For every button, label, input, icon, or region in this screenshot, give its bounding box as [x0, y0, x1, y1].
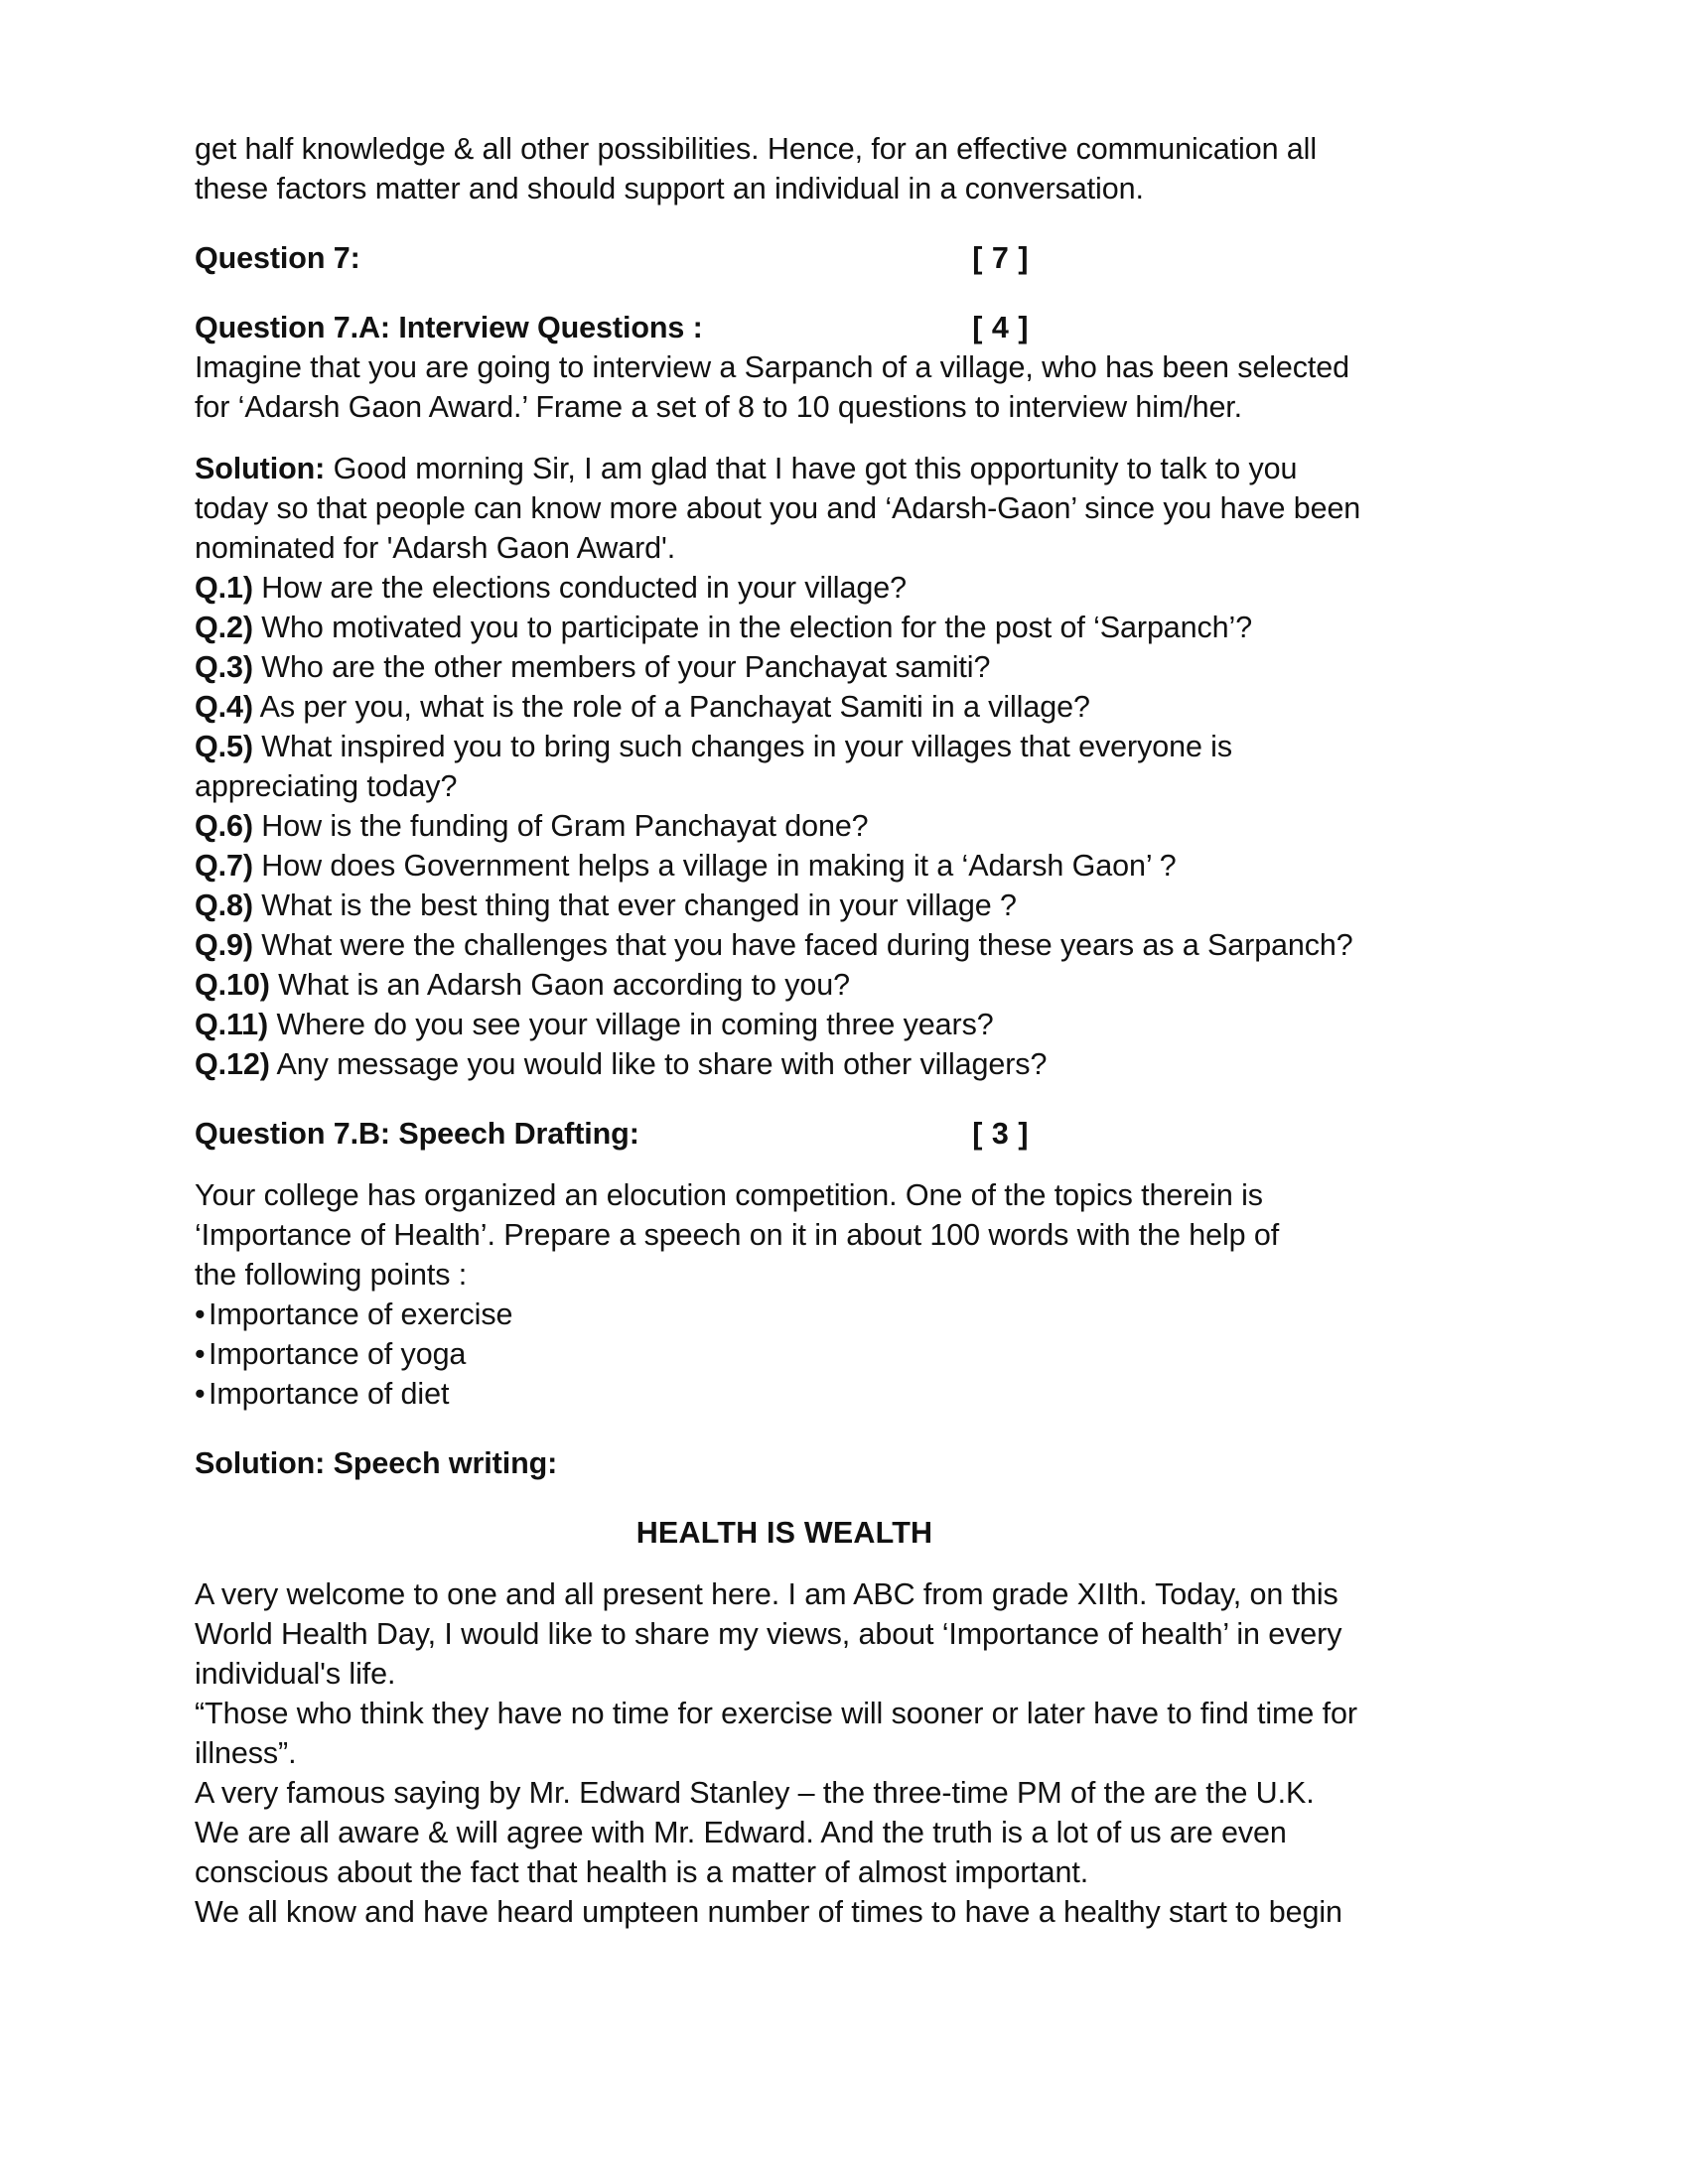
bullet-text: Importance of diet [209, 1377, 450, 1411]
question-7b-prompt-line-1: Your college has organized an elocution competition. One of the topics therein is [195, 1178, 1263, 1212]
spacer [195, 1084, 1493, 1114]
bullet-icon: • [195, 1297, 206, 1331]
speech-line: A very welcome to one and all present here. I am ABC from grade XIIth. Today, on this [195, 1577, 1338, 1611]
interview-question-list [195, 568, 1493, 1084]
speech-body [195, 1574, 1493, 1932]
speech-line: World Health Day, I would like to share my views, about ‘Importance of health’ in every [195, 1617, 1342, 1651]
question-number: Q.8) [195, 888, 253, 922]
intro-line-1: get half knowledge & all other possibilities. Hence, for an effective communication all [195, 132, 1318, 166]
intro-paragraph [195, 129, 1493, 208]
solution-text-1: Good morning Sir, I am glad that I have got this opportunity to talk to you [325, 452, 1298, 485]
question-7b-prompt-line-2: ‘Importance of Health’. Prepare a speech on it in about 100 words with the help of [195, 1218, 1280, 1252]
list-item [195, 727, 1493, 766]
list-item [195, 1295, 1493, 1334]
question-7b-heading: Question 7.B: Speech Drafting: [195, 1117, 639, 1151]
question-text: Who motivated you to participate in the election for the post of ‘Sarpanch’? [252, 611, 1253, 644]
speech-line: “Those who think they have no time for exercise will sooner or later have to find time for [195, 1697, 1357, 1730]
list-item [195, 925, 1493, 965]
question-7a-marks: [ 4 ] [972, 311, 1029, 344]
question-text: How does Government helps a village in making it a ‘Adarsh Gaon’ ? [252, 849, 1177, 883]
list-item [195, 1005, 1493, 1044]
solution-line-3: nominated for 'Adarsh Gaon Award'. [195, 531, 676, 565]
question-text: What is an Adarsh Gaon according to you? [269, 968, 850, 1002]
question-7b-heading-row [195, 1114, 1493, 1154]
question-text: How are the elections conducted in your village? [252, 571, 907, 605]
question-text: What were the challenges that you have faced during these years as a Sarpanch? [252, 928, 1353, 962]
question-number: Q.9) [195, 928, 253, 962]
spacer [195, 1483, 1493, 1513]
spacer [195, 1154, 1493, 1175]
question-text: What inspired you to bring such changes in your villages that everyone is [252, 730, 1233, 763]
solution-label: Solution: [195, 452, 326, 485]
question-number: Q.1) [195, 571, 253, 605]
question-number: Q.5) [195, 730, 253, 763]
speech-line: We all know and have heard umpteen number of times to have a healthy start to begin [195, 1895, 1342, 1929]
question-7b-solution-heading: Solution: Speech writing: [195, 1446, 558, 1480]
bullet-text: Importance of exercise [209, 1297, 513, 1331]
spacer [195, 208, 1493, 238]
question-number: Q.11) [195, 1008, 269, 1041]
speech-line: illness”. [195, 1736, 297, 1770]
question-text: Who are the other members of your Panchayat samiti? [252, 650, 991, 684]
question-number: Q.4) [195, 690, 253, 724]
spacer [195, 1414, 1493, 1443]
spacer [195, 278, 1493, 308]
question-number: Q.12) [195, 1047, 270, 1081]
question-7-heading: Question 7: [195, 241, 360, 275]
bullet-text: Importance of yoga [209, 1337, 467, 1371]
speech-line: We are all aware & will agree with Mr. Edward. And the truth is a lot of us are even [195, 1816, 1287, 1849]
question-7a-solution [195, 449, 1493, 568]
question-text: Where do you see your village in coming three years? [268, 1008, 994, 1041]
list-item [195, 608, 1493, 647]
solution-line-2: today so that people can know more about you and ‘Adarsh-Gaon’ since you have been [195, 491, 1361, 525]
list-item-continuation [195, 766, 1493, 806]
question-7-marks: [ 7 ] [972, 241, 1029, 275]
speech-line: A very famous saying by Mr. Edward Stanley – the three-time PM of the are the U.K. [195, 1776, 1315, 1810]
solution-line-1 [195, 449, 1493, 488]
intro-line-2: these factors matter and should support an individual in a conversation. [195, 172, 1144, 205]
question-7a-heading: Question 7.A: Interview Questions : [195, 311, 703, 344]
question-7-heading-row [195, 238, 1493, 278]
speech-line: conscious about the fact that health is a matter of almost important. [195, 1855, 1089, 1889]
list-item [195, 965, 1493, 1005]
spacer [195, 1553, 1493, 1574]
question-number: Q.6) [195, 809, 253, 843]
list-item [195, 886, 1493, 925]
list-item [195, 647, 1493, 687]
document-content [195, 129, 1493, 1932]
question-text: Any message you would like to share with other villagers? [269, 1047, 1048, 1081]
bullet-icon: • [195, 1377, 206, 1411]
question-number: Q.10) [195, 968, 270, 1002]
list-item [195, 1044, 1493, 1084]
question-text: As per you, what is the role of a Panchayat Samiti in a village? [252, 690, 1090, 724]
speech-title: HEALTH IS WEALTH [635, 1516, 933, 1550]
bullet-icon: • [195, 1337, 206, 1371]
question-7a-prompt-line-2: for ‘Adarsh Gaon Award.’ Frame a set of 8 to 10 questions to interview him/her. [195, 390, 1243, 424]
list-item [195, 806, 1493, 846]
question-text: How is the funding of Gram Panchayat done? [252, 809, 869, 843]
list-item [195, 687, 1493, 727]
list-item [195, 1374, 1493, 1414]
question-7b-prompt [195, 1175, 1493, 1295]
list-item [195, 846, 1493, 886]
question-7a-heading-row [195, 308, 1493, 347]
question-7a-prompt [195, 347, 1493, 427]
list-item [195, 1334, 1493, 1374]
spacer [195, 427, 1493, 449]
question-7b-marks: [ 3 ] [972, 1117, 1029, 1151]
question-number: Q.7) [195, 849, 253, 883]
question-text: appreciating today? [195, 769, 458, 803]
speech-line: individual's life. [195, 1657, 396, 1691]
question-text: What is the best thing that ever changed in your village ? [252, 888, 1017, 922]
question-7b-bullet-list [195, 1295, 1493, 1414]
list-item [195, 568, 1493, 608]
question-number: Q.3) [195, 650, 253, 684]
question-7b-prompt-line-3: the following points : [195, 1258, 468, 1292]
question-7a-prompt-line-1: Imagine that you are going to interview a Sarpanch of a village, who has been selected [195, 350, 1349, 384]
question-number: Q.2) [195, 611, 253, 644]
